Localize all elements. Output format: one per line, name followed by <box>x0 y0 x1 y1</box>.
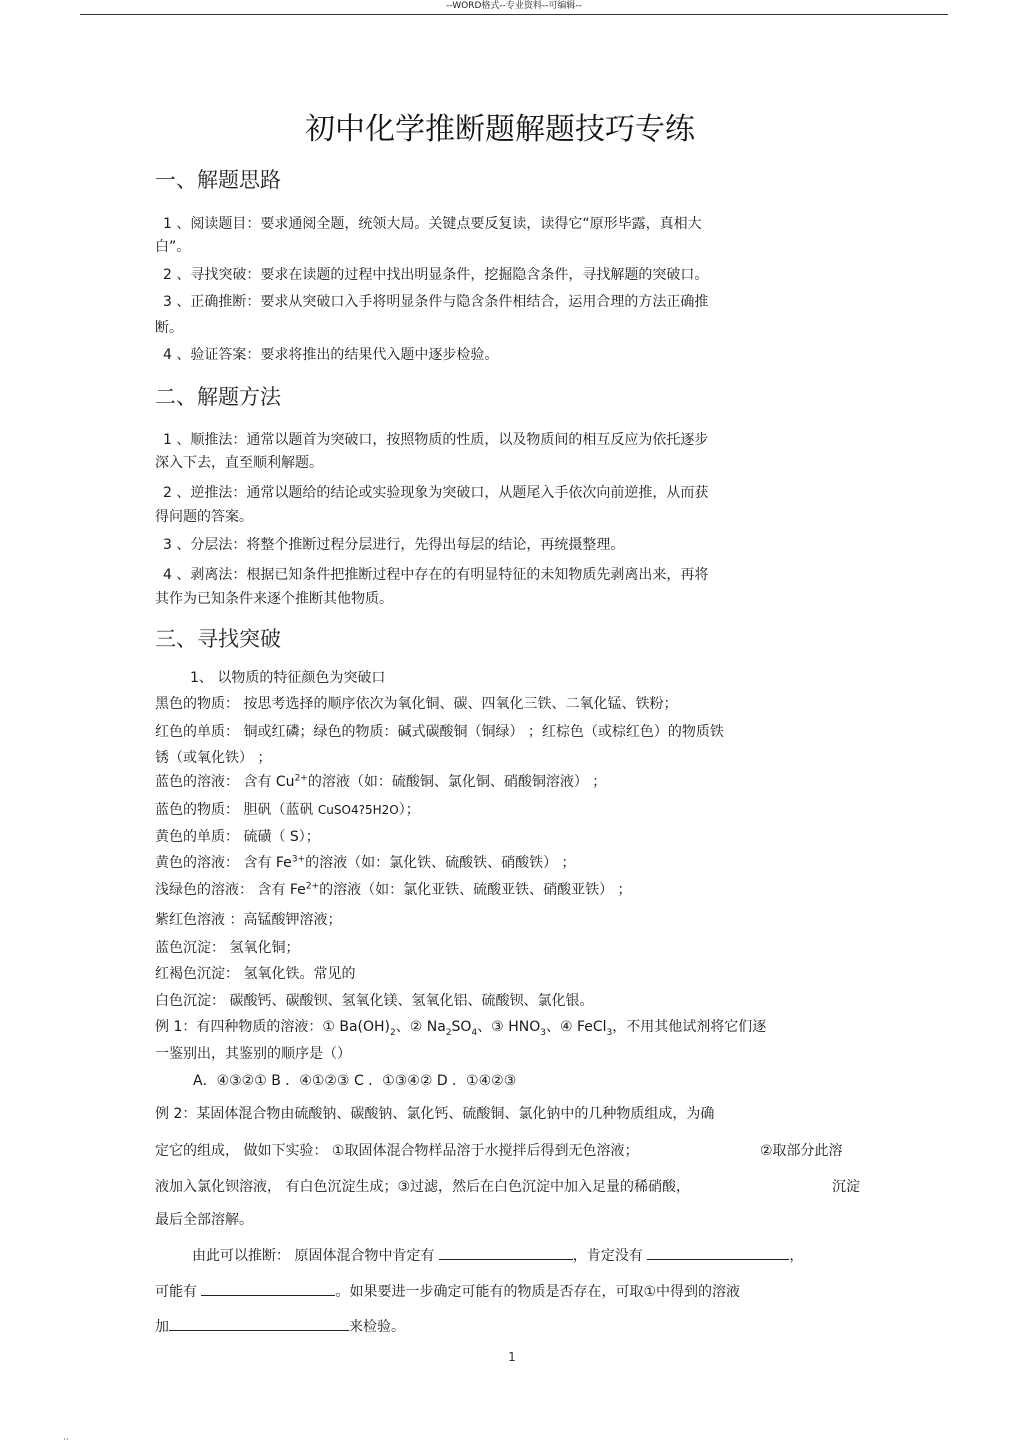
ex1-sub-3: 4 <box>471 1027 478 1038</box>
s2-item-1-line1: 1 、顺推法：通常以题首为突破口，按照物质的性质，以及物质间的相互反应为依托逐步 <box>163 432 709 448</box>
section-title-thinking: 一、解题思路 <box>155 168 281 192</box>
page-header <box>80 0 948 15</box>
ex1-sub-2: 2 <box>445 1027 452 1038</box>
blue-solution-post: 的溶液（如：硫酸铜、氯化铜、硝酸铜溶液） ； <box>307 774 607 790</box>
s1-item-2: 2 、寻找突破：要求在读题的过程中找出明显条件，挖掘隐含条件，寻找解题的突破口。 <box>163 267 709 283</box>
blue-material-pre: 蓝色的物质： 胆矾（蓝矾 <box>155 802 318 818</box>
color-red-line2: 锈（或氧化铁） ； <box>155 750 272 766</box>
possibly-has-blank[interactable] <box>201 1281 335 1296</box>
q1-text-c: ， <box>789 1248 804 1264</box>
q3-text-a: 加 <box>155 1319 169 1335</box>
green-solution-pre: 浅绿色的溶液： 含有 Fe <box>155 882 306 898</box>
s2-item-4-line1: 4 、剥离法：根据已知条件把推断过程中存在的有明显特征的未知物质先剥离出来，再将 <box>163 567 709 583</box>
ex1-sub-4: 3 <box>540 1027 546 1038</box>
color-black: 黑色的物质： 按思考选择的顺序依次为氧化铜、碳、四氧化三铁、二氧化锰、铁粉； <box>155 696 678 712</box>
fe3-charge: 3+ <box>291 854 306 865</box>
yellow-solution-post: 的溶液（如：氯化铁、硫酸铁、硝酸铁） ； <box>305 855 576 871</box>
example-2-question-2 <box>155 1281 740 1302</box>
ex1-mid-1: 、② Na <box>395 1019 446 1035</box>
green-solution-post: 的溶液（如：氯化亚铁、硫酸亚铁、硝酸亚铁） ； <box>319 882 632 898</box>
s1-item-3-line1: 3 、正确推断：要求从突破口入手将明显条件与隐含条件相结合，运用合理的方法正确推 <box>163 294 709 310</box>
color-blue-material <box>155 800 420 820</box>
cu-charge: 2+ <box>294 773 308 784</box>
q3-text-b: 来检验。 <box>349 1319 405 1335</box>
s2-item-1-line2: 深入下去，直至顺利解题。 <box>155 455 323 471</box>
example-1-line2: 一鉴别出，其鉴别的顺序是（） <box>155 1046 351 1062</box>
color-yellow-solution <box>155 853 576 873</box>
s2-item-4-line2: 其作为已知条件来逐个推断其他物质。 <box>155 591 393 607</box>
header-text: --WORD格式--专业资料--可编辑-- <box>446 1 582 11</box>
q1-text-a: 由此可以推断： 原固体混合物中肯定有 <box>192 1248 439 1264</box>
s2-item-3: 3 、分层法：将整个推断过程分层进行，先得出每层的结论，再统摄整理。 <box>163 537 625 553</box>
s2-item-2-line2: 得问题的答案。 <box>155 509 253 525</box>
reagent-blank[interactable] <box>169 1316 349 1331</box>
color-blue-solution <box>155 772 606 792</box>
color-red-line1: 红色的单质： 铜或红磷；绿色的物质：碱式碳酸铜（铜绿） ；红棕色（或棕红色）的物质铁 <box>155 724 724 740</box>
color-brown-precipitate: 红褐色沉淀： 氢氧化铁。常见的 <box>155 966 356 982</box>
example-2-line2-end: ②取部分此溶 <box>760 1143 843 1159</box>
section-title-methods: 二、解题方法 <box>155 385 281 409</box>
s1-item-1-line1: 1 、阅读题目：要求通阅全题，统领大局。关键点要反复读，读得它“原形毕露，真相大 <box>163 216 702 232</box>
fe2-charge: 2+ <box>305 881 320 892</box>
example-1-line1 <box>155 1017 766 1037</box>
color-yellow-element: 黄色的单质： 硫磺（ S）； <box>155 829 320 845</box>
example-2-line2 <box>155 1141 638 1161</box>
yellow-solution-pre: 黄色的溶液： 含有 Fe <box>155 855 292 871</box>
ex1-post: ，不用其他试剂将它们逐 <box>612 1019 767 1035</box>
q2-text-b: 。如果要进一步确定可能有的物质是否存在，可取①中得到的溶液 <box>335 1284 741 1300</box>
ex1-sub-5: 3 <box>606 1027 613 1038</box>
color-white-precipitate: 白色沉淀： 碳酸钙、碳酸钡、氢氧化镁、氢氧化铝、硫酸钡、氯化银。 <box>155 993 594 1009</box>
color-light-green-solution <box>155 880 632 900</box>
ex1-mid-2: SO <box>451 1019 472 1035</box>
blue-material-post: ）； <box>398 802 420 818</box>
blue-vitriol-formula: CuSO4?5H2O <box>317 803 399 817</box>
example-2-line3: 液加入氯化钡溶液， 有白色沉淀生成；③过滤，然后在白色沉淀中加入足量的稀硝酸， <box>155 1179 690 1195</box>
s1-item-3-line2: 断。 <box>155 320 183 336</box>
s3-subheading: 1、 以物质的特征颜色为突破口 <box>190 670 386 686</box>
example-2-line3-end: 沉淀 <box>832 1179 860 1195</box>
example-2-question-1 <box>192 1245 803 1266</box>
definitely-has-blank[interactable] <box>439 1245 573 1260</box>
color-blue-precipitate: 蓝色沉淀： 氢氧化铜； <box>155 940 300 956</box>
definitely-not-blank[interactable] <box>647 1245 789 1260</box>
ex1-sub-1: 2 <box>390 1027 396 1038</box>
color-purple-solution: 紫红色溶液 ：高锰酸钾溶液； <box>155 912 342 928</box>
corner-mark: ·· <box>63 1435 69 1445</box>
example-2-line4: 最后全部溶解。 <box>155 1212 253 1228</box>
section-title-breakthrough: 三、寻找突破 <box>155 627 281 651</box>
example-2-line1: 例 2：某固体混合物由硫酸钠、碳酸钠、氯化钙、硫酸铜、氯化钠中的几种物质组成，为确 <box>155 1106 715 1122</box>
ex2-line2-a: 定它的组成， 做如下实验： ①取固体混合物样品溶于水搅拌后得到无色溶液； <box>155 1143 639 1159</box>
ex1-mid-3: 、③ HNO <box>477 1019 541 1035</box>
s2-item-2-line1: 2 、逆推法：通常以题给的结论或实验现象为突破口，从题尾入手依次向前逆推，从而获 <box>163 485 709 501</box>
example-2-question-3 <box>155 1316 405 1337</box>
example-1-options: A．④③②① B ．④①②③ C ．①③④② D ．①④②③ <box>193 1073 517 1089</box>
page-number: 1 <box>508 1350 516 1364</box>
q2-text-a: 可能有 <box>155 1284 202 1300</box>
s1-item-1-line2: 白”。 <box>155 239 191 255</box>
blue-solution-pre: 蓝色的溶液： 含有 Cu <box>155 774 295 790</box>
s1-item-4: 4 、验证答案：要求将推出的结果代入题中逐步检验。 <box>163 347 499 363</box>
ex1-pre: 例 1：有四种物质的溶液：① Ba(OH) <box>155 1019 391 1035</box>
q1-text-b: ，肯定没有 <box>572 1248 648 1264</box>
ex1-mid-4: 、④ FeCl <box>545 1019 607 1035</box>
page-title: 初中化学推断题解题技巧专练 <box>305 112 695 147</box>
